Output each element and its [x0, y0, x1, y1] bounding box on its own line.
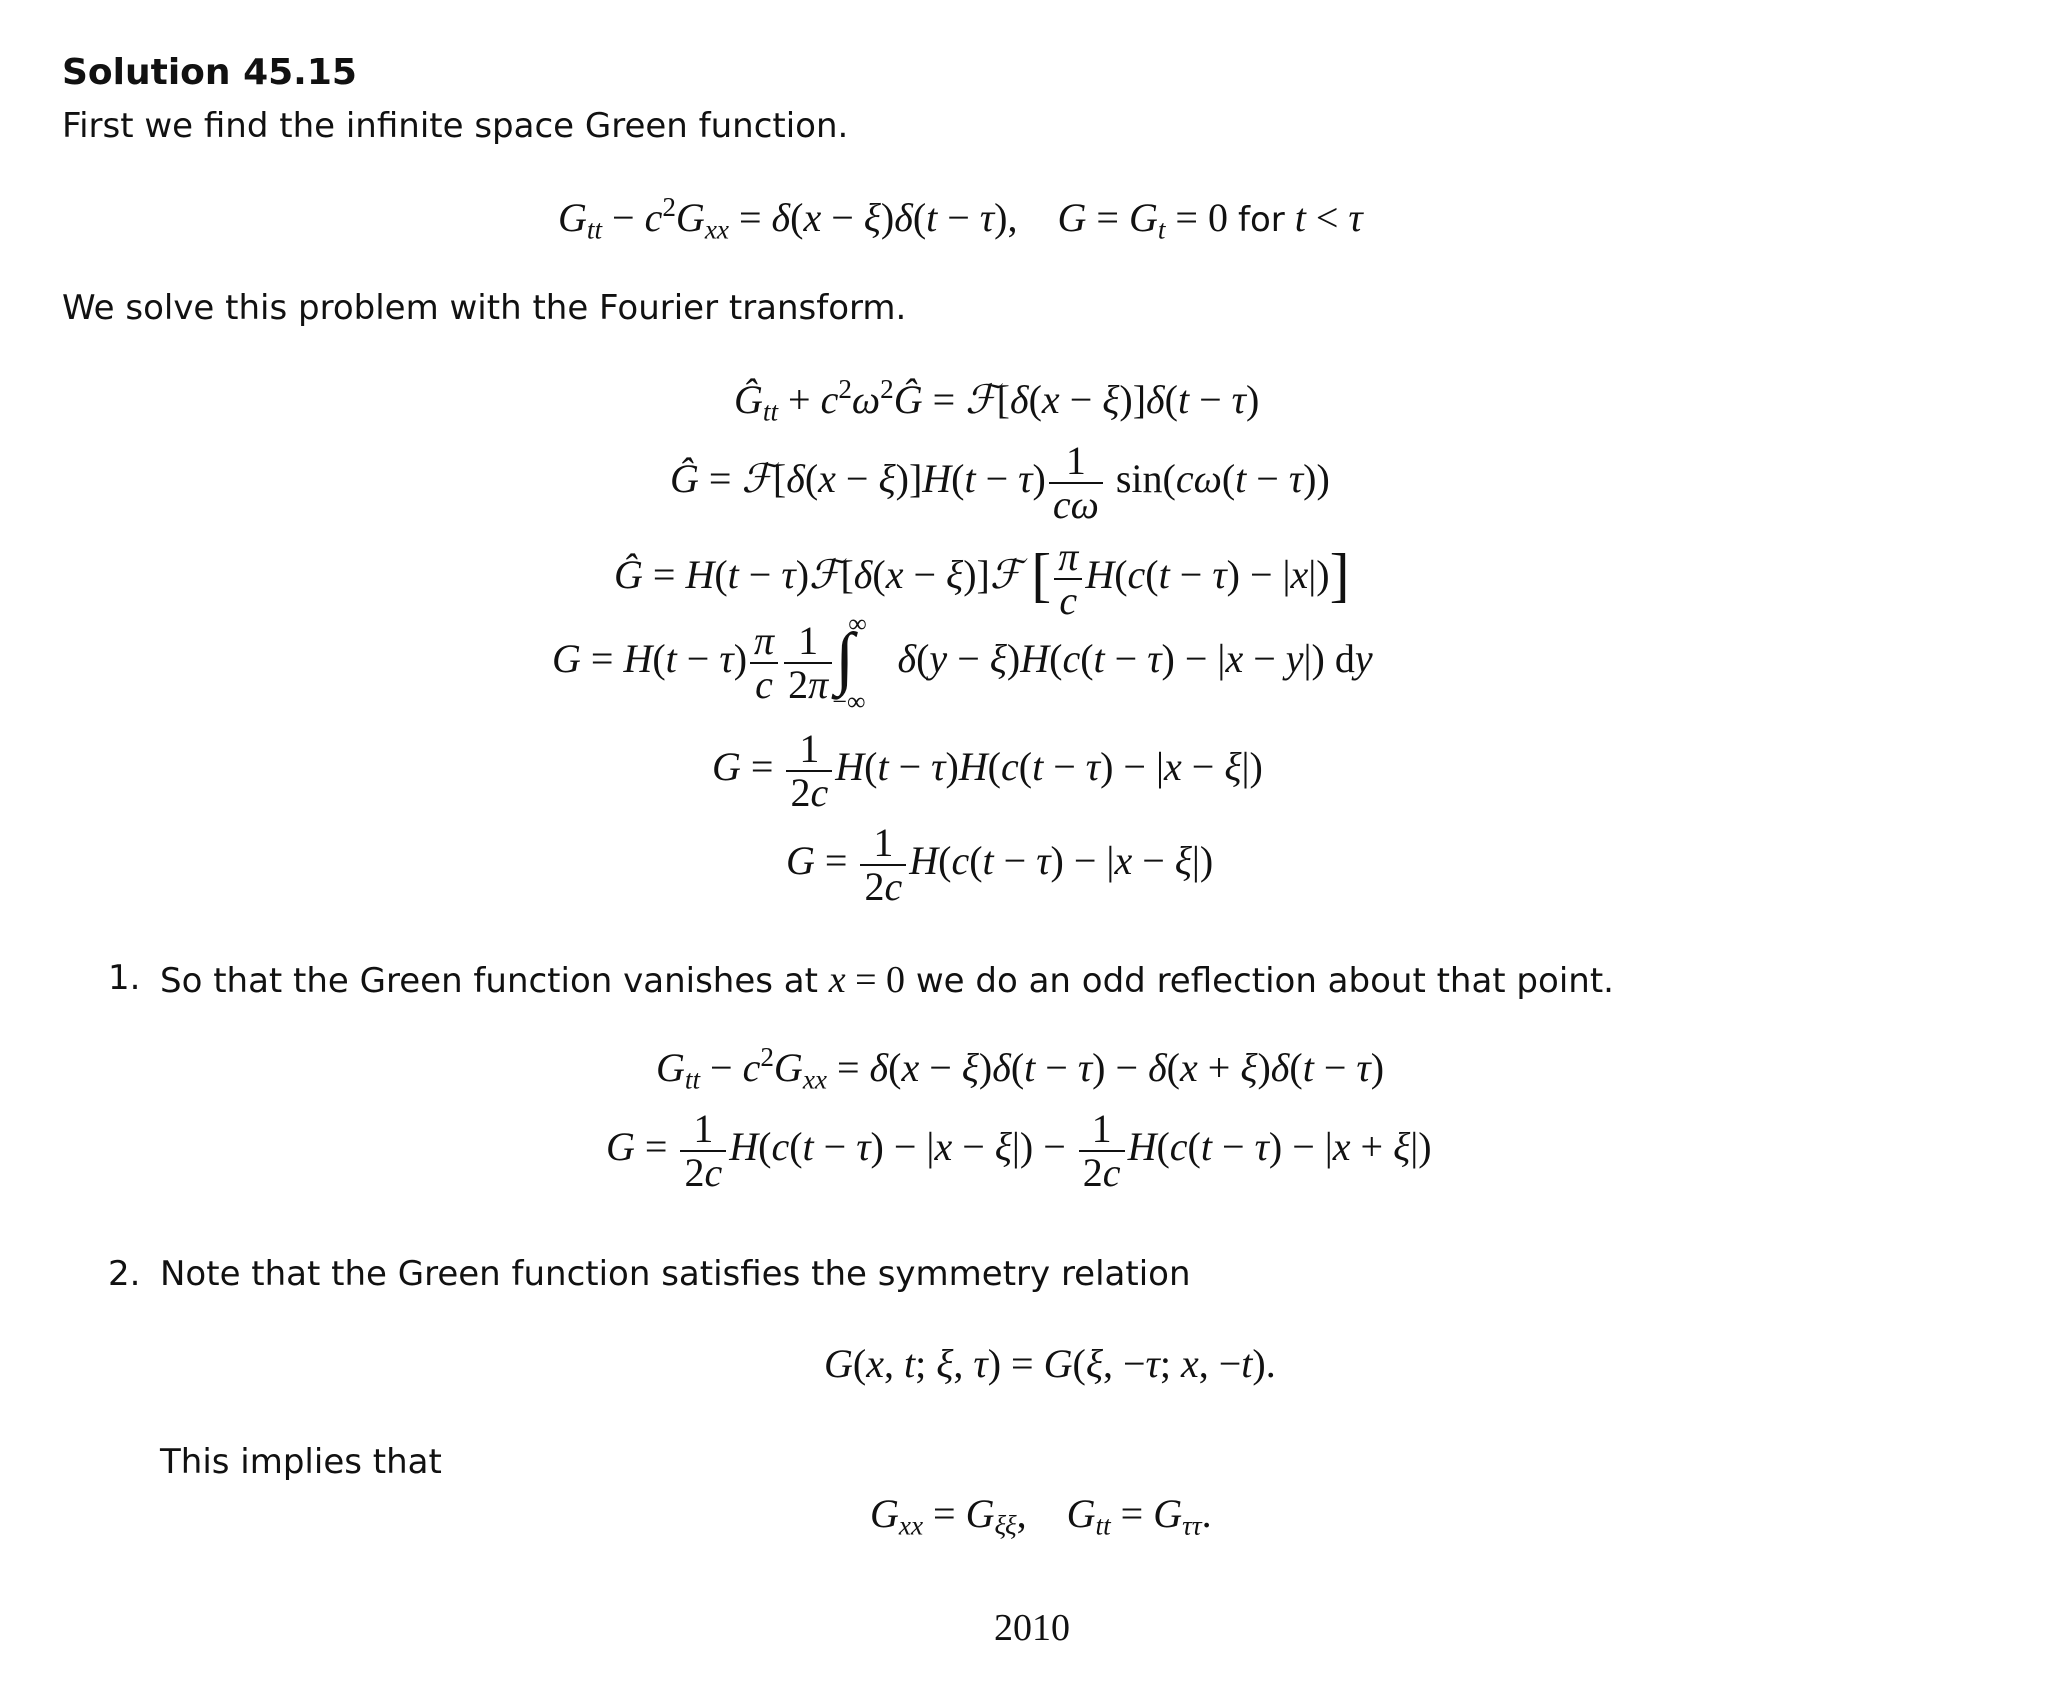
item1-text: So that the Green function vanishes at x = 0 we do an odd reflection about that point. [160, 959, 1614, 1001]
implies-text: This implies that [160, 1442, 442, 1482]
item1-text-after: we do an odd reflection about that point. [915, 961, 1614, 1001]
page-number: 2010 [994, 1607, 1070, 1649]
item1-text-before: So that the Green function vanishes at [160, 961, 818, 1001]
list-number-2: 2. [108, 1254, 141, 1294]
equation-convolution-integral: G = H(t − τ) $\frac{\pi}{c}$ $\frac{1}{2\pi}$ ∫ ∞ −∞ δ(y − ξ)H(c(t − τ) − |x − y|) dy [552, 609, 1373, 716]
for-word: for [1237, 200, 1285, 240]
equation-ghat-sine: Ĝ = ℱ[δ(x − ξ)]H(t − τ) $\frac{1}{c\omega}$ sin(cω(t − τ)) [670, 438, 1330, 527]
equation-odd-reflection-g: G = $\frac{1}{2c}$ H(c(t − τ) − |x − ξ|) − $\frac{1}{2c}$ H(c(t − τ) − |x + ξ|) [606, 1106, 1432, 1195]
section-heading: Solution 45.15 [62, 52, 357, 93]
equation-g-infinite-space: G = $\frac{1}{2c}$ H(c(t − τ) − |x − ξ|) [786, 820, 1214, 909]
equation-ghat-product: Ĝ = H(t − τ)ℱ[δ(x − ξ)]ℱ [ $\frac{\pi}{c}$ H(c(t − τ) − |x|)] [614, 534, 1350, 623]
equation-transformed-ode: $Ĝ_{tt}$ + $c^2\omega^2Ĝ$ = ℱ[δ(x − ξ)]δ(t − τ) [734, 374, 1260, 427]
fourier-sentence: We solve this problem with the Fourier transform. [62, 288, 907, 328]
equation-symmetry-relation: G(x, t; ξ, τ) = G(ξ, −τ; x, −t). [824, 1341, 1276, 1386]
equation-wave-green: $G_{tt} - c^2G_{xx} = \delta(x - \xi)\delta(t - \tau)$, $G = G_t = 0$ for t < τ [558, 192, 1363, 245]
equation-odd-reflection-pde: $G_{tt} - c^2G_{xx} = \delta(x - \xi)\delta(t - \tau) - \delta(x + \xi)\delta(t - \tau)$ [656, 1042, 1385, 1095]
intro-text: First we find the infinite space Green function. [62, 106, 849, 146]
equation-derivative-symmetry: $G_{xx} = G_{\xi\xi}$, $G_{tt} = G_{\tau\tau}$. [870, 1491, 1212, 1541]
equation-g-two-heaviside: G = $\frac{1}{2c}$ H(t − τ)H(c(t − τ) − |x − ξ|) [712, 726, 1263, 815]
list-number-1: 1. [108, 958, 141, 998]
item2-text: Note that the Green function satisfies the symmetry relation [160, 1254, 1191, 1294]
